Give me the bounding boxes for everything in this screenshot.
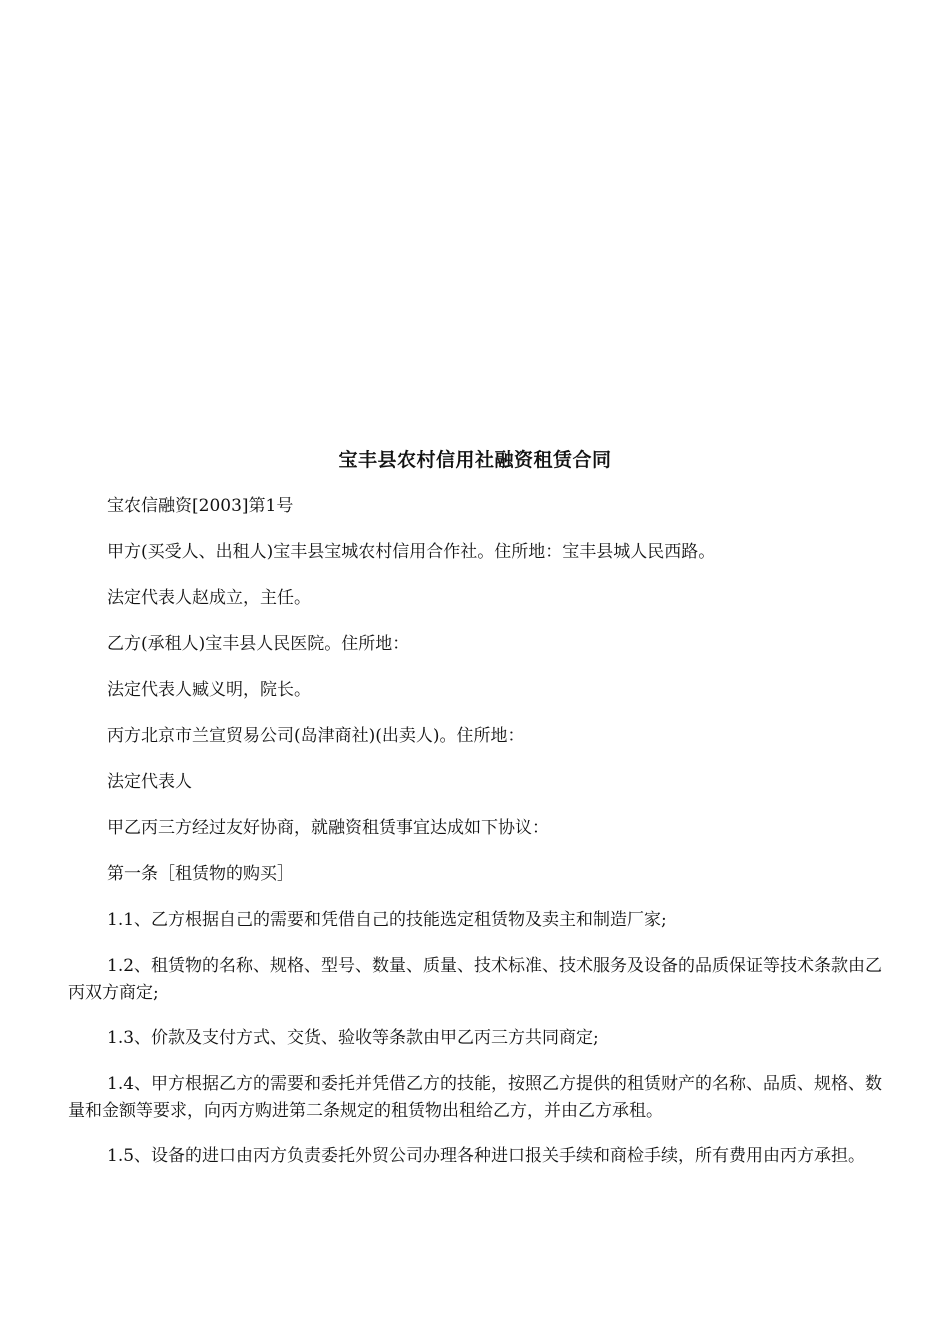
party-a-representative: 法定代表人赵成立，主任。	[107, 588, 311, 608]
party-b-paragraph: 乙方(承租人)宝丰县人民医院。住所地：	[107, 634, 410, 654]
clause-1-3: 1.3、价款及支付方式、交货、验收等条款由甲乙丙三方共同商定;	[107, 1028, 599, 1048]
party-b-representative: 法定代表人臧义明，院长。	[107, 680, 311, 700]
clause-1-4: 1.4、甲方根据乙方的需要和委托并凭借乙方的技能，按照乙方提供的租赁财产的名称、品质、规格、数量和金额等要求，向丙方购进第二条规定的租赁物出租给乙方，并由乙方承租。	[68, 1074, 883, 1121]
agreement-intro: 甲乙丙三方经过友好协商，就融资租赁事宜达成如下协议：	[107, 818, 549, 838]
clause-1-5: 1.5、设备的进口由丙方负责委托外贸公司办理各种进口报关手续和商检手续，所有费用由丙方承担。	[107, 1146, 866, 1166]
clause-1-1: 1.1、乙方根据自己的需要和凭借自己的技能选定租赁物及卖主和制造厂家;	[107, 910, 667, 930]
document-title: 宝丰县农村信用社融资租赁合同	[338, 449, 612, 471]
party-c-representative: 法定代表人	[107, 772, 192, 792]
document-number: 宝农信融资[2003]第1号	[107, 496, 294, 516]
party-a-paragraph: 甲方(买受人、出租人)宝丰县宝城农村信用合作社。住所地：宝丰县城人民西路。	[107, 542, 716, 562]
article-1-heading: 第一条［租赁物的购买］	[107, 864, 294, 884]
party-c-paragraph: 丙方北京市兰宣贸易公司(岛津商社)(出卖人)。住所地：	[107, 726, 525, 746]
clause-1-2: 1.2、租赁物的名称、规格、型号、数量、质量、技术标准、技术服务及设备的品质保证等技术条款由乙丙双方商定;	[68, 956, 883, 1003]
document-body	[68, 493, 890, 1189]
